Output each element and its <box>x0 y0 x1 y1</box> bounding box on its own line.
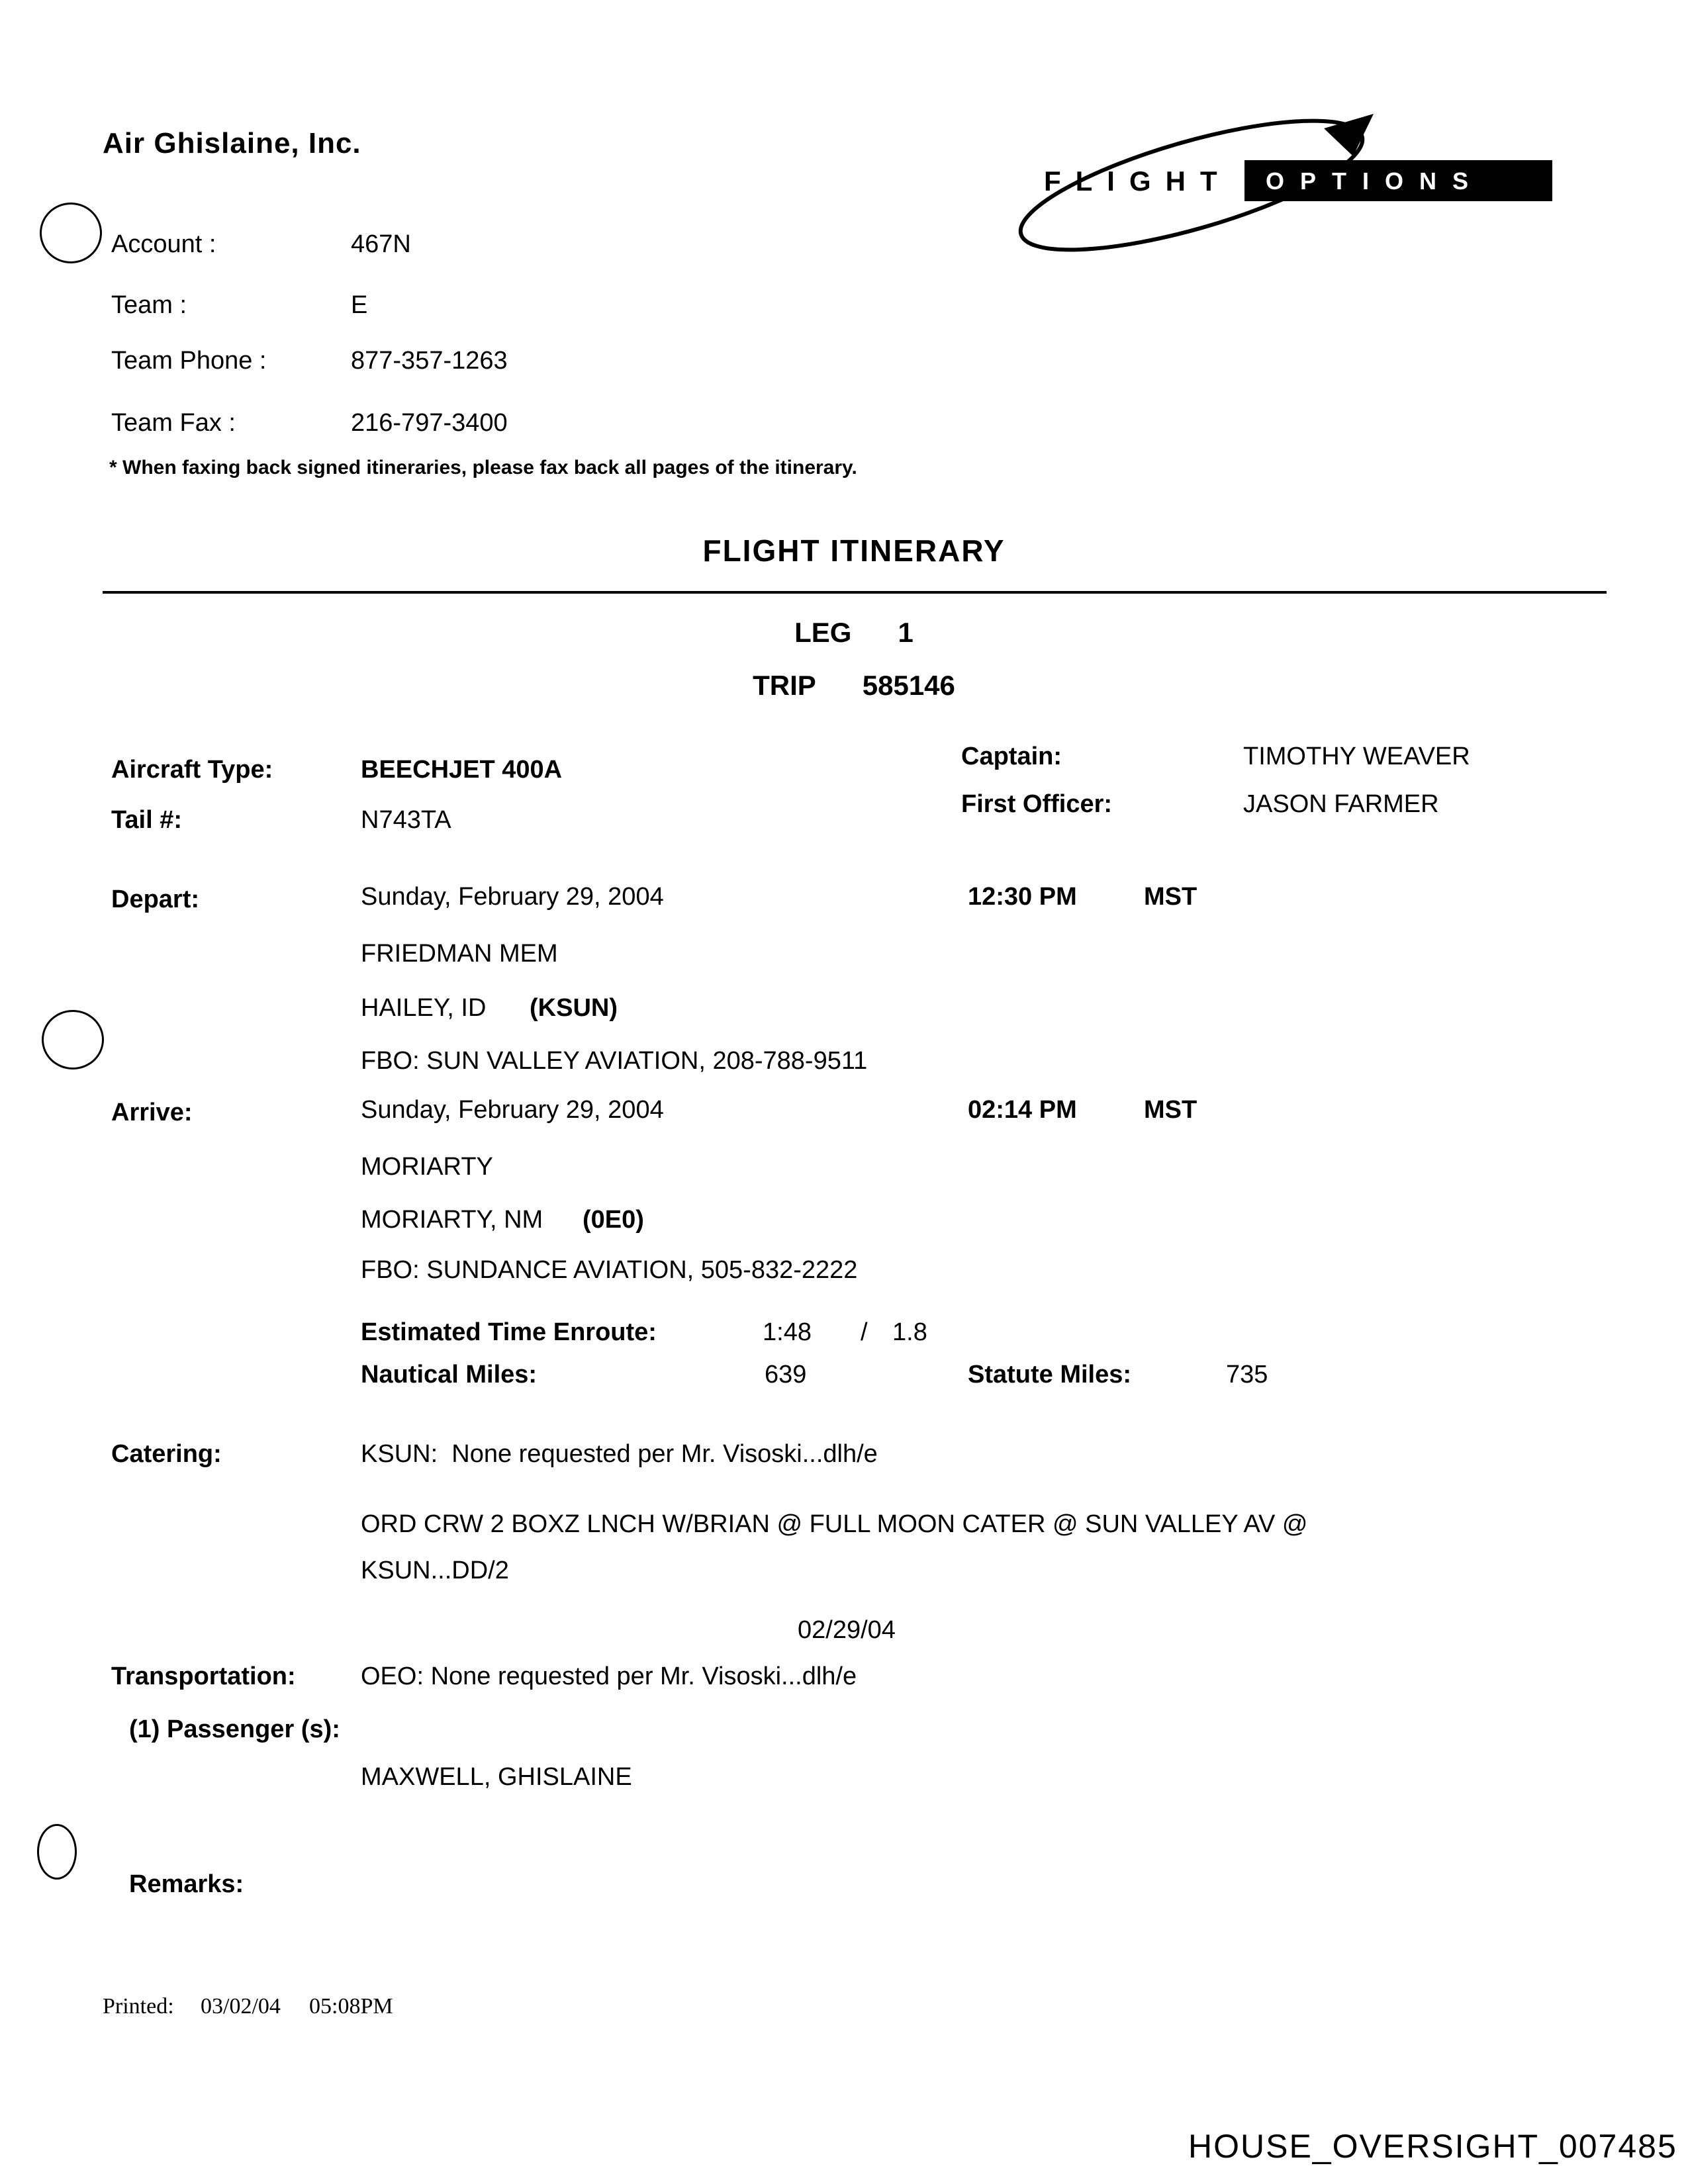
team-phone-label: Team Phone : <box>111 347 267 375</box>
arrive-city: MORIARTY, NM <box>361 1206 543 1234</box>
hole-punch-mark-middle <box>42 1010 104 1069</box>
depart-city: HAILEY, ID <box>361 994 487 1022</box>
arrive-airport-code: (0E0) <box>583 1206 644 1234</box>
enroute-time: 1:48 <box>763 1318 812 1346</box>
logo-word-options: OPTIONS <box>1266 167 1485 195</box>
enroute-decimal-hours: 1.8 <box>892 1318 927 1346</box>
catering-line-1: KSUN: None requested per Mr. Visoski...dlh/e <box>361 1440 878 1468</box>
tail-number-label: Tail #: <box>111 806 182 834</box>
arrive-timezone: MST <box>1144 1096 1197 1124</box>
transportation-value: OEO: None requested per Mr. Visoski...dlh/e <box>361 1662 857 1690</box>
catering-date: 02/29/04 <box>798 1616 896 1644</box>
leg-label: LEG <box>794 617 852 648</box>
depart-airport: FRIEDMAN MEM <box>361 940 558 968</box>
account-label: Account : <box>111 230 216 258</box>
hole-punch-mark-bottom <box>37 1824 77 1880</box>
trip-heading <box>424 670 1284 702</box>
depart-label: Depart: <box>111 886 200 913</box>
transportation-label: Transportation: <box>111 1662 296 1690</box>
leg-number: 1 <box>898 617 914 648</box>
nautical-miles-value: 639 <box>765 1361 807 1388</box>
first-officer-value: JASON FARMER <box>1243 790 1439 818</box>
leg-heading <box>424 617 1284 649</box>
nautical-miles-label: Nautical Miles: <box>361 1361 538 1388</box>
printed-time: 05:08PM <box>309 1994 393 2019</box>
statute-miles-value: 735 <box>1226 1361 1268 1388</box>
enroute-slash: / <box>861 1318 868 1346</box>
aircraft-type-value: BEECHJET 400A <box>361 756 563 784</box>
captain-label: Captain: <box>961 743 1062 770</box>
arrive-label: Arrive: <box>111 1099 193 1126</box>
arrive-airport: MORIARTY <box>361 1153 493 1181</box>
tail-number-value: N743TA <box>361 806 451 834</box>
team-value: E <box>351 291 368 319</box>
depart-fbo: FBO: SUN VALLEY AVIATION, 208-788-9511 <box>361 1047 868 1075</box>
printed-date: 03/02/04 <box>201 1994 281 2019</box>
arrive-fbo: FBO: SUNDANCE AVIATION, 505-832-2222 <box>361 1256 858 1284</box>
depart-time: 12:30 PM <box>968 883 1077 911</box>
trip-label: TRIP <box>753 670 816 701</box>
team-phone-value: 877-357-1263 <box>351 347 508 375</box>
title-divider-line <box>103 591 1607 594</box>
document-id: HOUSE_OVERSIGHT_007485 <box>1188 2128 1677 2165</box>
flight-options-logo <box>960 79 1589 278</box>
depart-date: Sunday, February 29, 2004 <box>361 883 664 911</box>
statute-miles-label: Statute Miles: <box>968 1361 1132 1388</box>
aircraft-type-label: Aircraft Type: <box>111 756 273 784</box>
account-value: 467N <box>351 230 411 258</box>
page-title: FLIGHT ITINERARY <box>702 533 1006 568</box>
printed-label: Printed: <box>103 1994 174 2019</box>
depart-timezone: MST <box>1144 883 1197 911</box>
hole-punch-mark-top <box>40 203 102 263</box>
company-name: Air Ghislaine, Inc. <box>103 127 361 159</box>
team-label: Team : <box>111 291 187 319</box>
logo-word-flight: FLIGHT <box>1044 165 1232 197</box>
trip-number: 585146 <box>862 670 955 701</box>
catering-label: Catering: <box>111 1440 222 1468</box>
captain-value: TIMOTHY WEAVER <box>1243 743 1470 770</box>
arrive-date: Sunday, February 29, 2004 <box>361 1096 664 1124</box>
passenger-name: MAXWELL, GHISLAINE <box>361 1763 632 1791</box>
fax-back-note: * When faxing back signed itineraries, please fax back all pages of the itinerary. <box>109 457 857 478</box>
passengers-label: (1) Passenger (s): <box>129 1715 340 1743</box>
first-officer-label: First Officer: <box>961 790 1113 818</box>
depart-airport-code: (KSUN) <box>530 994 618 1022</box>
catering-line-2: ORD CRW 2 BOXZ LNCH W/BRIAN @ FULL MOON CATER @ SUN VALLEY AV @ <box>361 1510 1308 1538</box>
catering-line-3: KSUN...DD/2 <box>361 1557 509 1584</box>
enroute-label: Estimated Time Enroute: <box>361 1318 657 1346</box>
arrive-time: 02:14 PM <box>968 1096 1077 1124</box>
team-fax-label: Team Fax : <box>111 409 236 437</box>
team-fax-value: 216-797-3400 <box>351 409 508 437</box>
remarks-label: Remarks: <box>129 1870 244 1898</box>
